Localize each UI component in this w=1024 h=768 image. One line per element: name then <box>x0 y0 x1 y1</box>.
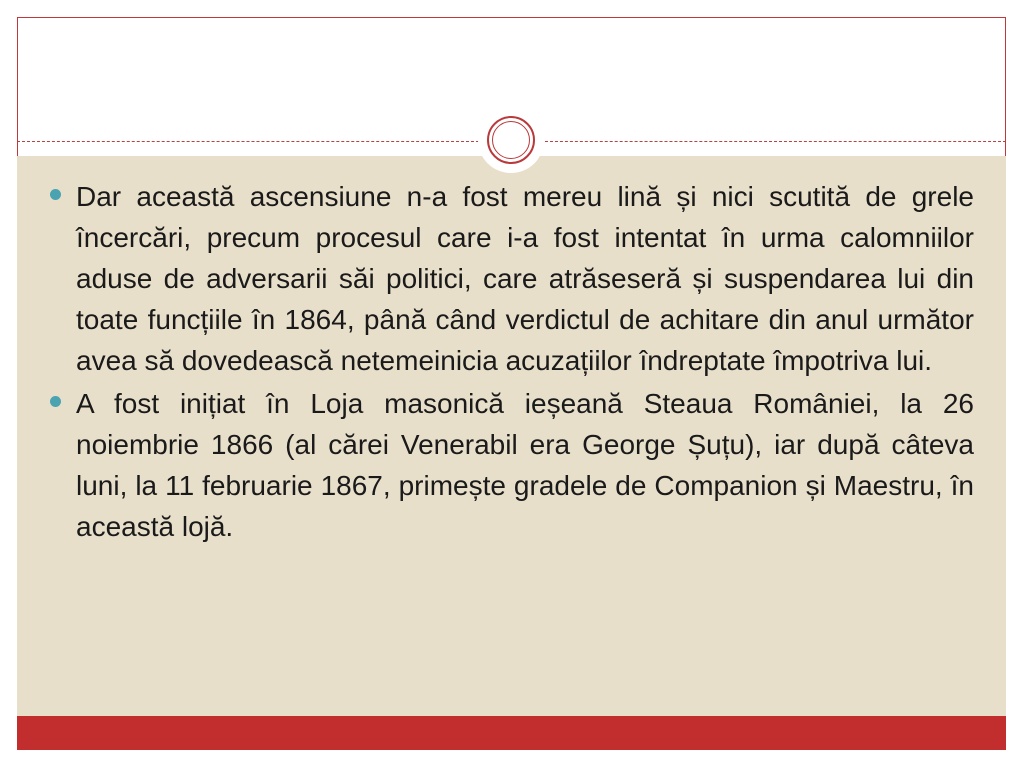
bullet-dot-icon <box>50 189 61 200</box>
bullet-item <box>48 176 974 381</box>
bullet-item <box>48 383 974 547</box>
circle-ornament-inner-ring <box>492 121 530 159</box>
bullet-list <box>48 176 974 549</box>
bullet-text: A fost inițiat în Loja masonică ieșeană Steaua României, la 26 noiembrie 1866 (al cărei Venerabil era George Șuțu), iar după câteva luni, la 11 februarie 1867, primește gradele de Companion și Maestru, în această lojă. <box>76 388 974 542</box>
divider-line-right <box>545 141 1006 142</box>
bullet-dot-icon <box>50 396 61 407</box>
divider-line-left <box>17 141 479 142</box>
footer-bar <box>17 716 1006 750</box>
bullet-text: Dar această ascensiune n-a fost mereu lină și nici scutită de grele încercări, precum procesul care i-a fost intentat în urma calomniilor aduse de adversarii săi politici, care atrăseseră și suspendarea lui din toate funcțiile în 1864, până când verdictul de achitare din anul următor avea să dovedească netemeinicia acuzațiilor îndreptate împotriva lui. <box>76 181 974 376</box>
